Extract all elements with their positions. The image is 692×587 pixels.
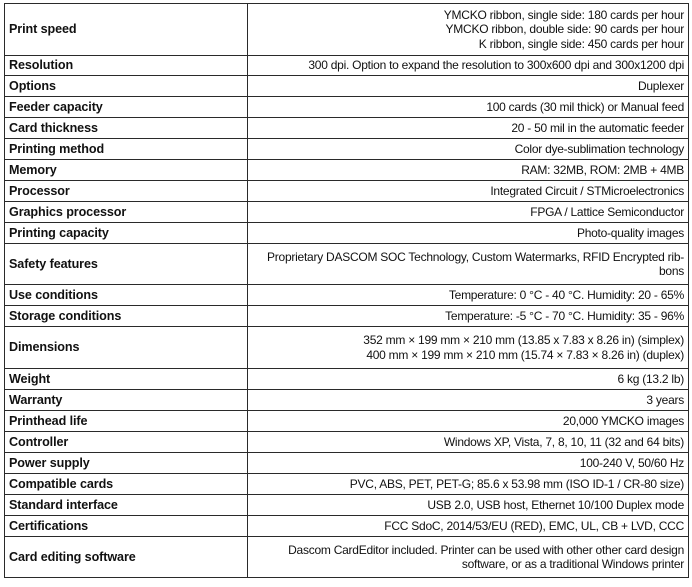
spec-value <box>248 118 689 139</box>
spec-value-line: Photo-quality images <box>576 225 684 240</box>
spec-row <box>5 76 689 97</box>
spec-value-line: Color dye-sublimation technology <box>514 141 684 156</box>
spec-row <box>5 160 689 181</box>
spec-value <box>248 181 689 202</box>
spec-value <box>248 474 689 495</box>
spec-value <box>248 97 689 118</box>
spec-value <box>248 516 689 537</box>
spec-row <box>5 181 689 202</box>
spec-value <box>248 306 689 327</box>
spec-value <box>248 537 689 578</box>
spec-label: Printing capacity <box>5 223 248 244</box>
spec-row <box>5 495 689 516</box>
spec-value-line: Dascom CardEditor included. Printer can be used with other other card design <box>288 542 684 557</box>
spec-row <box>5 474 689 495</box>
spec-label: Graphics processor <box>5 202 248 223</box>
spec-label: Standard interface <box>5 495 248 516</box>
spec-table <box>4 3 689 578</box>
spec-value <box>248 139 689 160</box>
spec-value <box>248 327 689 369</box>
spec-value-line: 20,000 YMCKO images <box>562 413 684 428</box>
spec-value <box>248 56 689 76</box>
spec-table-container <box>4 3 689 578</box>
spec-value <box>248 202 689 223</box>
spec-row <box>5 56 689 76</box>
spec-value-line: Integrated Circuit / STMicroelectronics <box>490 183 684 198</box>
spec-label: Controller <box>5 432 248 453</box>
spec-label: Resolution <box>5 56 248 76</box>
spec-label: Card thickness <box>5 118 248 139</box>
spec-row <box>5 516 689 537</box>
spec-value-line: FPGA / Lattice Semiconductor <box>530 204 684 219</box>
spec-value-line: Temperature: 0 °C - 40 °C. Humidity: 20 - 65% <box>448 287 684 302</box>
spec-value <box>248 390 689 411</box>
spec-label: Printing method <box>5 139 248 160</box>
spec-row <box>5 223 689 244</box>
spec-value-line: Duplexer <box>637 78 684 93</box>
spec-value-line: bons <box>658 264 684 278</box>
spec-value <box>248 4 689 56</box>
spec-label: Warranty <box>5 390 248 411</box>
spec-row <box>5 4 689 56</box>
spec-row <box>5 369 689 390</box>
spec-value <box>248 76 689 97</box>
spec-label: Power supply <box>5 453 248 474</box>
spec-value-line: 400 mm × 199 mm × 210 mm (15.74 × 7.83 × 8.26 in) (duplex) <box>366 347 684 362</box>
spec-value-line: 20 - 50 mil in the automatic feeder <box>511 120 684 135</box>
spec-row <box>5 306 689 327</box>
spec-value <box>248 453 689 474</box>
spec-value <box>248 160 689 181</box>
spec-label: Dimensions <box>5 327 248 369</box>
spec-value-line: 3 years <box>646 392 684 407</box>
spec-value-line: FCC SdoC, 2014/53/EU (RED), EMC, UL, CB + LVD, CCC <box>384 518 684 533</box>
spec-label: Card editing software <box>5 537 248 578</box>
spec-value <box>248 495 689 516</box>
spec-row <box>5 390 689 411</box>
spec-value <box>248 411 689 432</box>
spec-value-line: Windows XP, Vista, 7, 8, 10, 11 (32 and 64 bits) <box>443 434 684 449</box>
spec-row <box>5 453 689 474</box>
spec-value-line: software, or as a traditional Windows printer <box>461 557 684 571</box>
spec-value <box>248 244 689 285</box>
spec-value-line: USB 2.0, USB host, Ethernet 10/100 Duplex mode <box>427 497 684 512</box>
spec-value-line: Proprietary DASCOM SOC Technology, Custom Watermarks, RFID Encrypted rib- <box>267 249 684 264</box>
spec-value <box>248 223 689 244</box>
spec-value <box>248 285 689 306</box>
spec-row <box>5 202 689 223</box>
spec-value-line: YMCKO ribbon, single side: 180 cards per hour <box>443 7 684 22</box>
spec-label: Processor <box>5 181 248 202</box>
spec-row <box>5 118 689 139</box>
spec-label: Options <box>5 76 248 97</box>
spec-value-line: 6 kg (13.2 lb) <box>617 371 684 386</box>
spec-row <box>5 285 689 306</box>
spec-row <box>5 97 689 118</box>
spec-value-line: RAM: 32MB, ROM: 2MB + 4MB <box>521 162 684 177</box>
spec-value-line: 352 mm × 199 mm × 210 mm (13.85 x 7.83 x 8.26 in) (simplex) <box>363 333 684 348</box>
spec-table-body <box>5 4 689 578</box>
spec-label: Weight <box>5 369 248 390</box>
spec-value-line: PVC, ABS, PET, PET-G; 85.6 x 53.98 mm (ISO ID-1 / CR-80 size) <box>349 476 684 491</box>
spec-value-line: K ribbon, single side: 450 cards per hour <box>478 36 684 51</box>
spec-value-line: 100 cards (30 mil thick) or Manual feed <box>486 99 684 114</box>
spec-label: Safety features <box>5 244 248 285</box>
spec-label: Storage conditions <box>5 306 248 327</box>
spec-row <box>5 327 689 369</box>
spec-label: Certifications <box>5 516 248 537</box>
spec-label: Print speed <box>5 4 248 56</box>
spec-value-line: 100-240 V, 50/60 Hz <box>579 455 684 470</box>
spec-label: Use conditions <box>5 285 248 306</box>
spec-label: Feeder capacity <box>5 97 248 118</box>
spec-value <box>248 369 689 390</box>
spec-row <box>5 244 689 285</box>
spec-value-line: Temperature: -5 °C - 70 °C. Humidity: 35 - 96% <box>445 308 684 323</box>
spec-label: Compatible cards <box>5 474 248 495</box>
spec-value <box>248 432 689 453</box>
spec-label: Printhead life <box>5 411 248 432</box>
spec-value-line: YMCKO ribbon, double side: 90 cards per hour <box>445 22 684 37</box>
spec-value-line: 300 dpi. Option to expand the resolution to 300x600 dpi and 300x1200 dpi <box>308 58 684 73</box>
spec-label: Memory <box>5 160 248 181</box>
spec-row <box>5 432 689 453</box>
spec-row <box>5 537 689 578</box>
spec-row <box>5 411 689 432</box>
spec-row <box>5 139 689 160</box>
